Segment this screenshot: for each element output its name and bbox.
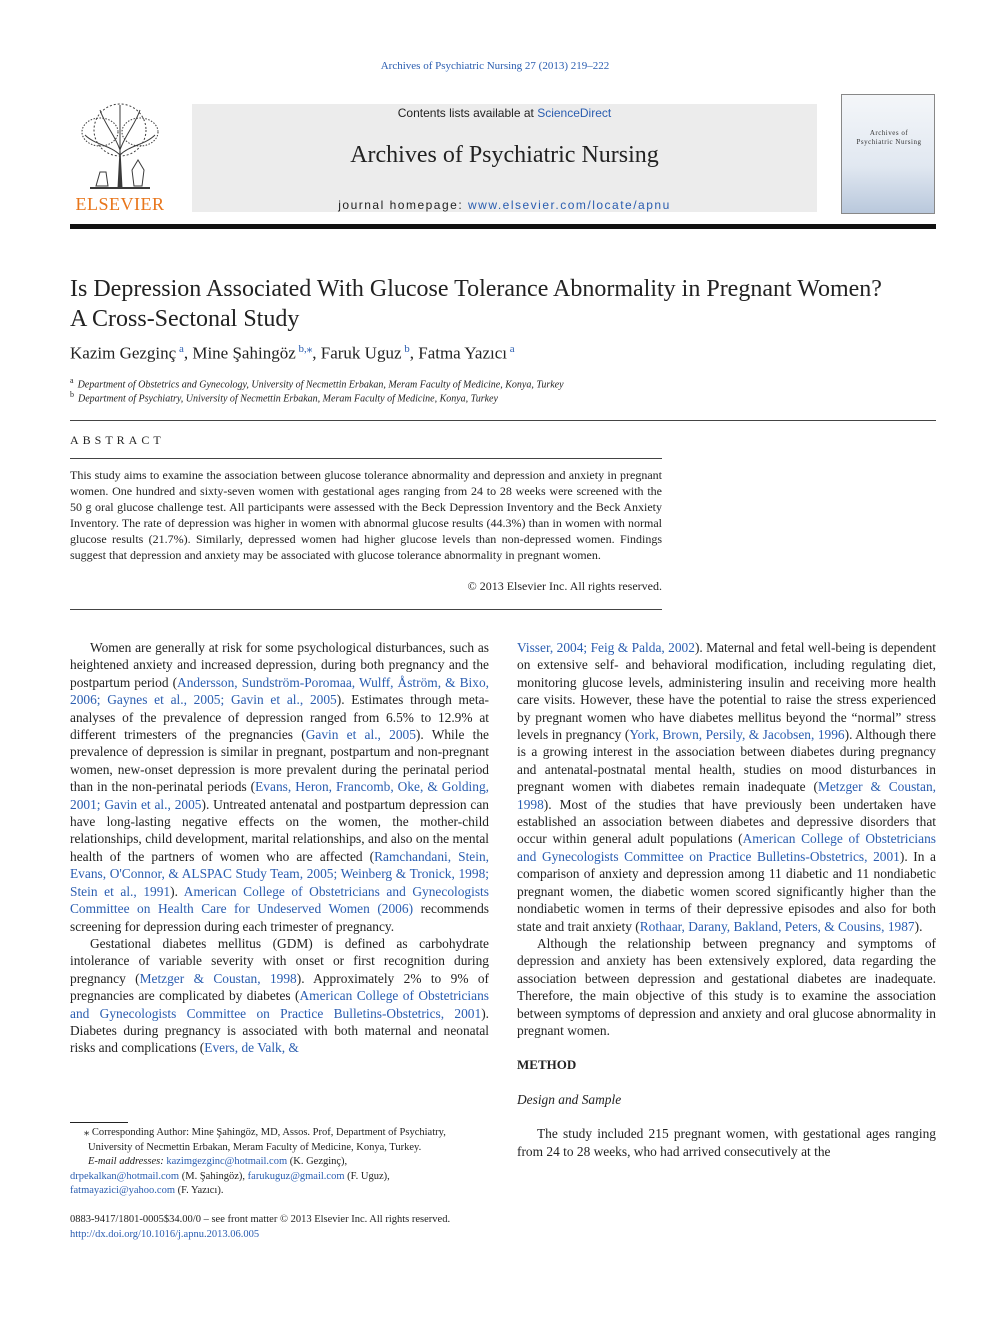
elsevier-tree-icon	[70, 100, 170, 192]
citation-link[interactable]: Visser, 2004; Feig & Palda, 2002	[517, 640, 695, 655]
article-title	[70, 274, 950, 334]
footnote-rule	[70, 1122, 128, 1123]
author-name: Fatma Yazıcı	[418, 343, 508, 363]
citation-link[interactable]: American College of Obstetricians and Gynecologists Committee on Practice Bulletins-Obstetrics, 2001	[517, 831, 936, 864]
doi-link[interactable]: http://dx.doi.org/10.1016/j.apnu.2013.06.005	[70, 1228, 260, 1240]
author-list	[70, 342, 950, 364]
citation-link[interactable]: Metzger & Coustan, 1998	[139, 970, 297, 986]
email-line-1	[70, 1155, 489, 1170]
citation-link[interactable]: Evers, de Valk, &	[204, 1040, 299, 1056]
divider	[70, 458, 662, 459]
text-run: ). Although there is a growing interest in the association between diabetes during pregnancy and antenatal-postnatal mental health, studies on mood disturbances in pregnant women with diabetes remain inadequate (	[517, 727, 937, 795]
author-separator: ,	[312, 343, 321, 363]
body-paragraph	[70, 639, 489, 935]
email-link[interactable]: drpekalkan@hotmail.com	[70, 1170, 180, 1182]
body-paragraph: Although the relationship between pregnancy and symptoms of depression and anxiety has been extensively explored, data regarding the association between depression and gestational diabetes are inadequate. Therefore, the main objective of this study is to examine the association between symptoms of depression and anxiety and oral glucose abnormality in pregnant women.	[517, 935, 936, 1038]
author-separator: ,	[183, 343, 193, 363]
author-affiliation-marker[interactable]: b	[401, 343, 410, 355]
subsection-heading-design: Design and Sample	[517, 1091, 622, 1107]
citation-link[interactable]: American College of Obstetricians and Gynecologists Committee on Health Care for Undeserved Women (2006)	[70, 883, 489, 917]
abstract-text: This study aims to examine the association between glucose tolerance abnormality and depression and anxiety in pregnant women. One hundred and sixty-seven women with gestational ages ranging from 24 to 28 weeks were screened with the 50 g oral glucose challenge test. All participants were assessed with the Beck Depression Inventory and the Beck Anxiety Inventory. The rate of depression was higher in women with abnormal glucose results (44.3%) than in women with normal glucose results (21.7%). Similarly, depressed women had higher glucose levels than non-depressed women. Findings suggest that depression and anxiety may be associated with glucose tolerance abnormality in pregnant women.	[70, 468, 662, 562]
journal-masthead	[192, 104, 817, 212]
cover-title-line1: Archives of	[869, 129, 909, 137]
text-run: ). Diabetes during pregnancy is associated with both maternal and neonatal risks and complications (	[70, 1005, 489, 1056]
bottom-info	[70, 1213, 670, 1242]
author-affiliation-marker[interactable]: a	[507, 343, 515, 355]
email-line-2	[70, 1170, 489, 1185]
journal-cover-thumbnail[interactable]	[841, 94, 935, 214]
body-column-right	[517, 639, 936, 1160]
affiliation-text: Department of Psychiatry, University of Necmettin Erbakan, Meram Faculty of Medicine, Konya, Turkey	[78, 393, 498, 405]
email-owner: (K. Gezginç),	[287, 1156, 348, 1167]
title-line1: Is Depression Associated With Glucose Tolerance Abnormality in Pregnant Women?	[70, 276, 882, 302]
homepage-link[interactable]: www.elsevier.com/locate/apnu	[468, 198, 671, 212]
citation-link[interactable]: Metzger & Coustan, 1998	[517, 779, 936, 812]
author-affiliation-marker[interactable]: a	[176, 343, 184, 355]
text-run: ).	[170, 883, 184, 899]
author-name: Mine Şahingöz	[192, 343, 296, 363]
citation-link[interactable]: York, Brown, Persily, & Jacobsen, 1996	[629, 727, 845, 743]
divider	[70, 420, 936, 421]
text-run: Gestational diabetes mellitus (GDM) is defined as carbohydrate intolerance of variable severity with onset or first recognition during pregnancy (	[70, 935, 489, 986]
divider	[70, 609, 662, 610]
header-rule	[70, 224, 936, 229]
author-name: Faruk Uguz	[320, 343, 402, 363]
abstract-heading: ABSTRACT	[70, 433, 165, 447]
body-paragraph	[70, 935, 489, 1057]
homepage-prefix: journal homepage:	[338, 198, 464, 212]
journal-citation[interactable]: Archives of Psychiatric Nursing 27 (2013) 219–222	[380, 60, 610, 72]
email-label: E-mail addresses:	[88, 1156, 164, 1167]
title-line2: A Cross-Sectonal Study	[70, 306, 300, 332]
citation-link[interactable]: American College of Obstetricians and Gynecologists Committee on Practice Bulletins-Obstetrics, 2001	[70, 988, 489, 1021]
text-run: ). Untreated antenatal and postpartum depression can have long-lasting negative effects on the women, the mother-child relationships, child development, marital relationships, and also on the mental health of the partners of women who are affected (	[70, 796, 490, 864]
abstract-copyright: © 2013 Elsevier Inc. All rights reserved.	[467, 579, 662, 593]
sciencedirect-link[interactable]: ScienceDirect	[537, 106, 612, 120]
citation-link[interactable]: Evans, Heron, Francomb, Oke, & Golding, 2001; Gavin et al., 2005	[70, 779, 489, 812]
citation-link[interactable]: Andersson, Sundström-Poromaa, Wulff, Åström, & Bixo, 2006; Gaynes et al., 2005; Gavin et al., 2005	[70, 674, 489, 708]
email-link[interactable]: farukuguz@gmail.com	[247, 1170, 345, 1182]
author-name: Kazim Gezginç	[70, 343, 177, 363]
text-run: ). Approximately 2% to 9% of pregnancies are complicated by diabetes (	[70, 970, 489, 1004]
text-run: ). Most of the studies that have previously been undertaken have established an association between diabetes and depressive disorders that occur within general adult populations (	[517, 796, 936, 847]
elsevier-wordmark: ELSEVIER	[75, 194, 165, 214]
body-paragraph-continued	[517, 639, 936, 935]
text-run: ).	[914, 918, 923, 934]
email-link[interactable]: fatmayazici@yahoo.com	[70, 1185, 175, 1196]
section-heading-method: METHOD	[517, 1057, 577, 1073]
text-run: ). In a comparison of anxiety and depression among 11 diabetic and 11 nondiabetic pregnant women, the diabetic women scored significantly higher than the nondiabetic women in terms of their depressive episodes and also for both state and trait anxiety (	[517, 848, 936, 934]
text-run: ). While the prevalence of depression is similar in pregnant, postpartum and non-pregnant women, new-onset depression is more prevalent during the perinatal period than in the non-perinatal periods (	[70, 727, 489, 795]
email-owner: (F. Yazıcı).	[175, 1185, 224, 1196]
footnotes	[70, 1126, 489, 1199]
author-affiliation-marker[interactable]: b,⁎	[295, 343, 313, 355]
author-separator: ,	[409, 343, 419, 363]
homepage-line	[192, 198, 817, 212]
affiliation-text: Department of Obstetrics and Gynecology, University of Necmettin Erbakan, Meram Faculty of Medicine, Konya, Turkey	[77, 379, 564, 391]
citation-link[interactable]: Rothaar, Darany, Bakland, Peters, & Cousins, 1987	[639, 918, 915, 934]
affiliation-marker: a	[70, 376, 74, 385]
email-owner: (F. Uguz),	[344, 1170, 390, 1182]
text-run: ). Estimates through meta-analyses of the prevalence of depression ranged from 6.5% to 12.9% at different trimesters of the pregnancies (	[70, 692, 489, 743]
affiliation-a	[70, 376, 950, 390]
corresponding-author-note: ⁎ Corresponding Author: Mine Şahingöz, MD, Assos. Prof, Department of Psychiatry, University of Necmettin Erbakan, Meram Faculty of Medicine, Konya, Turkey.	[84, 1127, 446, 1153]
cover-title-line2: Psychiatric Nursing	[856, 138, 922, 146]
email-owner: (M. Şahingöz),	[179, 1170, 246, 1182]
body-paragraph: The study included 215 pregnant women, with gestational ages ranging from 24 to 28 weeks, who had arrived consecutively at the	[517, 1126, 936, 1159]
affiliation-marker: b	[70, 390, 74, 399]
issn-line: 0883-9417/1801-0005$34.00/0 – see front matter © 2013 Elsevier Inc. All rights reserved.	[70, 1214, 451, 1225]
cover-title	[846, 129, 932, 147]
citation-link[interactable]: Ramchandani, Stein, Evans, O'Connor, & ALSPAC Study Team, 2005; Weinberg & Tronick, 1998; Stein et al., 1991	[70, 848, 490, 899]
email-line-3	[70, 1184, 489, 1199]
contents-line	[192, 106, 817, 120]
citation-link[interactable]: Gavin et al., 2005	[305, 727, 416, 743]
text-run: ). Maternal and fetal well-being is dependent on extensive self- and behavioral modification, including regulating diet, monitoring glucose levels, administering insulin and receiving more health care visits. However, these have the potential to raise the stress experienced by pregnant women who have diabetes mellitus beyond the “normal” stress levels in pregnancy (	[517, 640, 936, 743]
body-column-left	[70, 639, 489, 1057]
text-run: recommends screening for depression during each trimester of pregnancy.	[70, 901, 490, 934]
journal-name: Archives of Psychiatric Nursing	[350, 142, 659, 168]
text-run: Women are generally at risk for some psychological disturbances, such as heightened anxiety and increased depression, during both pregnancy and the postpartum period (	[70, 640, 489, 690]
contents-prefix: Contents lists available at	[397, 106, 534, 120]
elsevier-logo	[70, 100, 170, 215]
affiliation-b	[70, 390, 950, 404]
email-link[interactable]: kazimgezginc@hotmail.com	[166, 1156, 288, 1167]
